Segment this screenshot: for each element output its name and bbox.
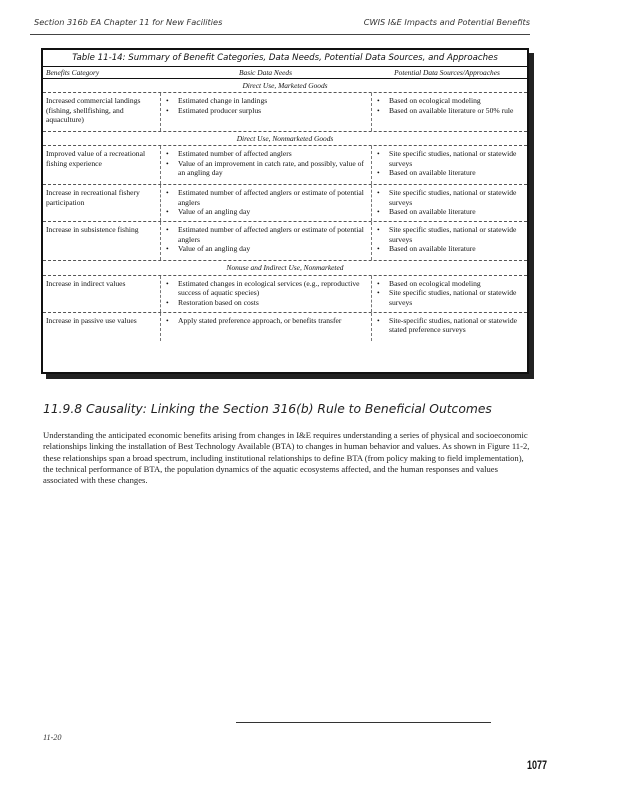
- data-sources-cell: [371, 93, 523, 131]
- data-needs-cell: [160, 146, 371, 184]
- data-sources-cell: [371, 146, 523, 184]
- list-item: • Estimated change in landings: [164, 96, 368, 105]
- list-item: • Based on available literature: [375, 244, 520, 253]
- list-item: • Based on available literature: [375, 168, 520, 177]
- column-header-category: Benefits Category: [46, 67, 100, 77]
- column-header-sources: Potential Data Sources/Approaches: [394, 67, 500, 77]
- benefit-category: Increase in passive use values: [46, 315, 137, 325]
- page-number: 11-20: [43, 733, 62, 742]
- data-needs-cell: [160, 276, 371, 312]
- list-item: • Estimated number of affected anglers or estimate of potential anglers: [164, 188, 368, 207]
- list-item: • Estimated changes in ecological services (e.g., reproductive success of aquatic species): [164, 279, 368, 298]
- list-item: • Site-specific studies, national or statewide stated preference surveys: [375, 316, 520, 335]
- data-sources-cell: [371, 276, 523, 312]
- header-left-text: Section 316b EA Chapter 11 for New Facilities: [34, 17, 223, 27]
- list-item: • Based on available literature: [375, 207, 520, 216]
- document-stamp-number: 1077: [527, 758, 548, 772]
- header-right-text: CWIS I&E Impacts and Potential Benefits: [363, 17, 530, 27]
- list-item: • Value of an angling day: [164, 207, 368, 216]
- list-item: • Estimated number of affected anglers: [164, 149, 368, 158]
- data-sources-cell: [371, 185, 523, 221]
- list-item: • Value of an improvement in catch rate, and possibly, value of an angling day: [164, 159, 368, 178]
- list-item: • Site specific studies, national or statewide surveys: [375, 188, 520, 207]
- table-row: [43, 93, 527, 132]
- data-needs-cell: [160, 185, 371, 221]
- data-sources-cell: [371, 222, 523, 260]
- table-row: [43, 222, 527, 261]
- list-item: • Estimated number of affected anglers or estimate of potential anglers: [164, 225, 368, 244]
- section-heading: Direct Use, Nonmarketed Goods: [43, 132, 527, 146]
- table-row: [43, 146, 527, 185]
- section-heading: Nonuse and Indirect Use, Nonmarketed: [43, 261, 527, 275]
- list-item: • Based on available literature or 50% rule: [375, 106, 520, 115]
- benefits-table: [41, 48, 529, 374]
- benefit-category: Increase in subsistence fishing: [46, 225, 139, 235]
- data-sources-cell: [371, 313, 523, 341]
- section-heading: Direct Use, Marketed Goods: [43, 79, 527, 93]
- list-item: • Estimated producer surplus: [164, 106, 368, 115]
- table-row: [43, 313, 527, 341]
- table-row: [43, 276, 527, 313]
- table-row: [43, 185, 527, 222]
- data-needs-cell: [160, 313, 371, 341]
- section-heading-11-9-8: 11.9.8 Causality: Linking the Section 316(b) Rule to Beneficial Outcomes: [43, 402, 492, 416]
- body-paragraph: Understanding the anticipated economic benefits arising from changes in I&E requires understanding a series of physical and socioeconomic relationships linking the installation of Best Technology Available (BTA) to changes in human behavior and values. As shown in Figure 11-2, these relationships span a broad spectrum, including institutional relationships to define BTA (from policy making to field implementation), the technical performance of BTA, the population dynamics of the aquatic ecosystems affected, and the human responses and values associated with these changes.: [43, 430, 530, 486]
- benefit-category: Improved value of a recreational fishing experience: [46, 149, 146, 168]
- column-header-needs: Basic Data Needs: [239, 67, 292, 77]
- data-needs-cell: [160, 93, 371, 131]
- running-header: [30, 17, 530, 35]
- list-item: • Site specific studies, national or statewide surveys: [375, 225, 520, 244]
- list-item: • Value of an angling day: [164, 244, 368, 253]
- list-item: • Based on ecological modeling: [375, 279, 520, 288]
- list-item: • Apply stated preference approach, or benefits transfer: [164, 316, 368, 325]
- list-item: • Site specific studies, national or statewide surveys: [375, 288, 520, 307]
- data-needs-cell: [160, 222, 371, 260]
- table-column-headers: [43, 67, 527, 79]
- benefit-category: Increase in indirect values: [46, 278, 126, 288]
- footer-rule: [236, 722, 491, 723]
- table-title: Table 11-14: Summary of Benefit Categories, Data Needs, Potential Data Sources, and Approaches: [43, 50, 527, 67]
- benefit-category: Increased commercial landings (fishing, shellfishing, and aquaculture): [46, 96, 141, 125]
- list-item: • Restoration based on costs: [164, 298, 368, 307]
- benefit-category: Increase in recreational fishery participation: [46, 188, 140, 207]
- list-item: • Based on ecological modeling: [375, 96, 520, 105]
- list-item: • Site specific studies, national or statewide surveys: [375, 149, 520, 168]
